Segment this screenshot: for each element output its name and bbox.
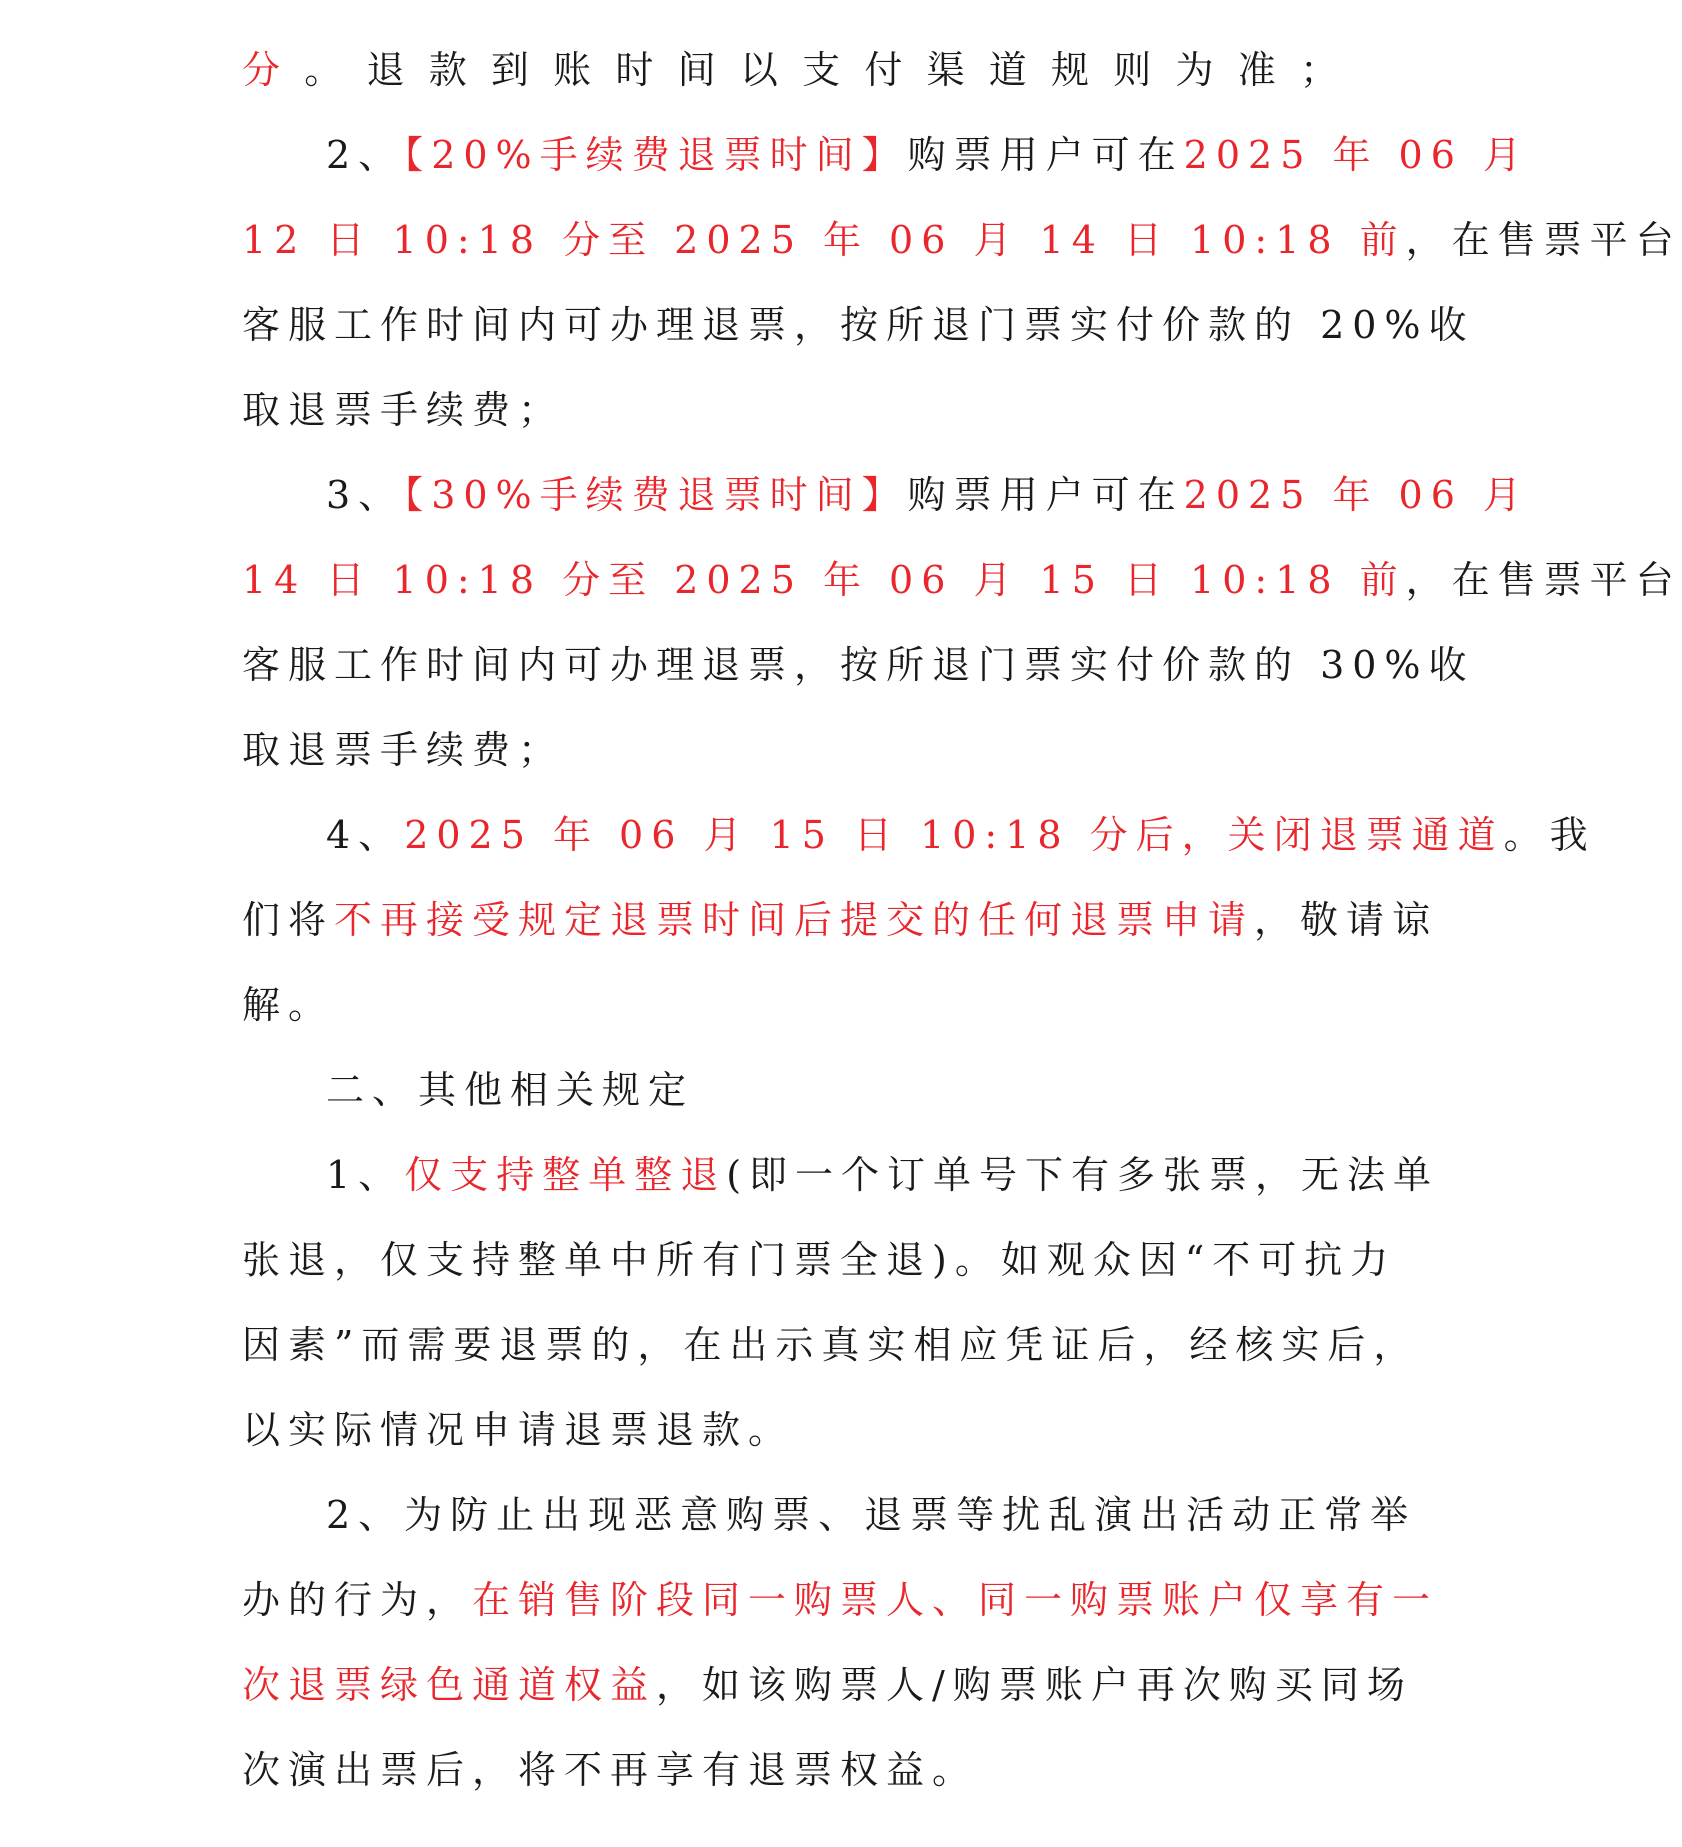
text-fragment-highlight: 2025 年 06 月 15 日 10:18 分后，关闭退票通道 bbox=[404, 813, 1504, 857]
text-fragment-highlight: 2025 年 06 月 bbox=[1183, 133, 1529, 177]
text-fragment-highlight: 不再接受规定退票时间后提交的任何退票申请 bbox=[334, 898, 1255, 942]
text-fragment: 二、其他相关规定 bbox=[326, 1068, 695, 1112]
text-fragment: 客服工作时间内可办理退票，按所退门票实付价款的 30%收 bbox=[242, 643, 1475, 687]
text-fragment-highlight: 14 日 10:18 分至 2025 年 06 月 15 日 10:18 前 bbox=[242, 558, 1406, 602]
document-body bbox=[242, 28, 1682, 1813]
text-line bbox=[242, 1388, 1346, 1473]
text-fragment: 取退票手续费； bbox=[242, 728, 565, 772]
text-fragment: ，如该购票人/购票账户再次购买同场 bbox=[656, 1663, 1413, 1707]
text-fragment: ，敬请谅 bbox=[1254, 898, 1439, 942]
text-fragment: 购票用户可在 bbox=[907, 473, 1184, 517]
text-fragment: 客服工作时间内可办理退票，按所退门票实付价款的 20%收 bbox=[242, 303, 1475, 347]
text-fragment: 张退，仅支持整单中所有门票全退)。如观众因“不可抗力 bbox=[242, 1238, 1397, 1282]
text-line bbox=[242, 1303, 1420, 1388]
text-line bbox=[242, 113, 1529, 198]
text-line bbox=[242, 28, 1346, 113]
text-line bbox=[242, 1133, 1440, 1218]
text-fragment: 4、 bbox=[326, 813, 405, 857]
text-fragment: 以实际情况申请退票退款。 bbox=[242, 1408, 795, 1452]
section-heading bbox=[242, 1048, 1346, 1133]
text-fragment: 。我 bbox=[1503, 813, 1596, 857]
text-line bbox=[242, 623, 1475, 708]
text-line bbox=[242, 1218, 1397, 1303]
text-line bbox=[242, 1643, 1413, 1728]
text-fragment: 解。 bbox=[242, 983, 335, 1027]
text-line bbox=[242, 708, 1346, 793]
text-fragment-highlight: 2025 年 06 月 bbox=[1183, 473, 1529, 517]
text-fragment: 2、为防止出现恶意购票、退票等扰乱演出活动正常举 bbox=[326, 1493, 1417, 1537]
text-line bbox=[242, 1558, 1439, 1643]
text-fragment: 们将 bbox=[242, 898, 335, 942]
text-fragment-highlight: 在销售阶段同一购票人、同一购票账户仅享有一 bbox=[472, 1578, 1439, 1622]
text-line bbox=[242, 1728, 1346, 1813]
text-fragment-highlight: 仅支持整单整退 bbox=[404, 1153, 727, 1197]
text-fragment: 1、 bbox=[326, 1153, 405, 1197]
text-fragment: ，在售票平台 bbox=[1405, 218, 1682, 262]
text-fragment-highlight: 【30%手续费退票时间】 bbox=[404, 473, 908, 517]
text-fragment-highlight: 次退票绿色通道权益 bbox=[242, 1663, 657, 1707]
text-line bbox=[242, 453, 1529, 538]
text-fragment: 取退票手续费； bbox=[242, 388, 565, 432]
text-fragment: ，在售票平台 bbox=[1405, 558, 1682, 602]
text-fragment: 3、 bbox=[326, 473, 405, 517]
text-fragment-highlight: 12 日 10:18 分至 2025 年 06 月 14 日 10:18 前 bbox=[242, 218, 1406, 262]
text-line bbox=[242, 368, 1346, 453]
text-line bbox=[242, 878, 1439, 963]
text-fragment: (即一个订单号下有多张票，无法单 bbox=[726, 1153, 1440, 1197]
text-fragment: 购票用户可在 bbox=[907, 133, 1184, 177]
text-line bbox=[242, 538, 1682, 623]
text-fragment-highlight: 【20%手续费退票时间】 bbox=[404, 133, 908, 177]
text-fragment: 因素”而需要退票的，在出示真实相应凭证后，经核实后， bbox=[242, 1323, 1420, 1367]
text-fragment: 。退款到账时间以支付渠道规则为准； bbox=[304, 48, 1346, 92]
text-fragment-highlight: 分 bbox=[242, 48, 305, 92]
text-line bbox=[242, 793, 1596, 878]
text-line bbox=[242, 1473, 1417, 1558]
text-line bbox=[242, 963, 1346, 1048]
text-fragment: 次演出票后，将不再享有退票权益。 bbox=[242, 1748, 979, 1792]
text-fragment: 办的行为， bbox=[242, 1578, 473, 1622]
text-fragment: 2、 bbox=[326, 133, 405, 177]
text-line bbox=[242, 198, 1682, 283]
text-line bbox=[242, 283, 1475, 368]
